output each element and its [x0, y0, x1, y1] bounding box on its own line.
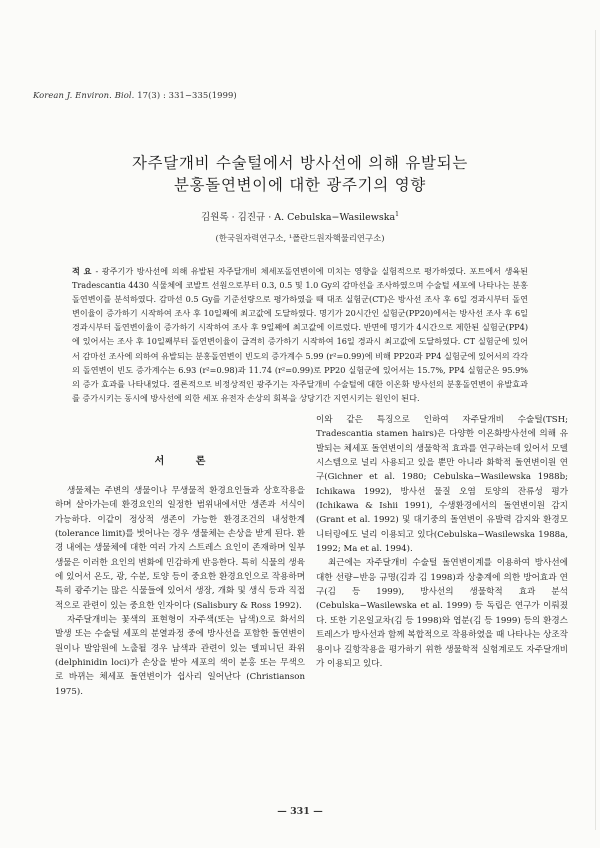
paper-title — [0, 152, 600, 196]
journal-name: Korean J. Environ. Biol. — [33, 90, 135, 100]
page-edge-line — [595, 30, 596, 830]
page-number: — 331 — — [277, 806, 323, 817]
author-list — [0, 209, 600, 223]
author-names: 김원록 · 김진규 · A. Cebulska−Wasilewska — [201, 212, 396, 223]
column-right — [316, 413, 568, 671]
intro-paragraph-1: 생물체는 주변의 생물이나 무생물적 환경요인들과 상호작용을 하며 살아가는데 환경요인의 일정한 범위내에서만 생존과 서식이 가능하다. 이같이 정상적 생존이 가능한 환경조건의 내성한계(tolerance limit)를 벗어나는 경우 생물체는 손상을 받게 된다. 환경 내에는 생물체에 대한 여러 가지 스트레스 요인이 존재하며 일부 생물은 이러한 요인의 변화에 민감하게 반응한다. 특히 식물의 생육에 있어서 온도, 광, 수분, 토양 등이 중요한 환경요인으로 작용하며 특히 광주기는 많은 식물들에 있어서 생장, 개화 및 생식 등과 직접적으로 관련이 있는 중요한 인자이다 (Salisbury & Ross 1992). — [55, 486, 305, 611]
abstract-text: - 광주기가 방사선에 의해 유발된 자주달개비 체세포돌연변이에 미치는 영향을 실험적으로 평가하였다. 포트에서 생육된 Tradescantia 4430 식물체에 코발트 선원으로부터 0.3, 0.5 및 1.0 Gy의 감마선을 조사하였으며 수술털 세포에 나타나는 분홍돌연변이를 분석하였다. 감마선 0.5 Gy를 기준선량으로 평가하였을 때 대조 실험군(CT)은 방사선 조사 후 6일 경과시부터 돌연변이율이 증가하기 시작하여 조사 후 10일째에 최고값에 도달하였다. 명기가 20시간인 실험군(PP20)에서는 방사선 조사 후 6일 경과시부터 돌연변이율이 증가하기 시작하여 조사 후 9일째에 최고값에 이르렀다. 반면에 명기가 4시간으로 제한된 실험군(PP4)에 있어서는 조사 후 10일째부터 돌연변이율이 급격히 증가하기 시작하여 16일 경과시 최고값에 도달하였다. CT 실험군에 있어서 감마선 조사에 의하여 유발되는 분홍돌연변이 빈도의 증가계수 5.99 (r²=0.99)에 비해 PP20과 PP4 실험군에 있어서의 각각의 돌연변이 빈도 증가계수는 6.93 (r²=0.98)과 11.74 (r²=0.99)로 PP20 실험군에 있어서는 15.7%, PP4 실험군은 95.9%의 증가 효과를 나타내었다. 결론적으로 비정상적인 광주기는 자주달개비 수술털에 대한 이온화 방사선의 분홍돌연변이 유발효과를 증가시키는 동시에 방사선에 의한 세포 유전자 손상의 회복을 상당기간 지연시키는 원인이 된다. — [72, 266, 528, 403]
author-affil-marker: 1 — [395, 210, 399, 218]
journal-citation — [33, 90, 237, 100]
intro-paragraph-2: 자주달개비는 꽃색의 표현형이 자주색(또는 남색)으로 화서의 발생 또는 수술털 세포의 분열과정 중에 방사선을 포함한 돌연변이원이나 발암원에 노출될 경우 남색과 관련이 있는 델피니딘 좌위(delphinidin loci)가 손상을 받아 세포의 색이 분홍 또는 무색으로 바뀌는 체세포 돌연변이가 쉽사리 일어난다 (Christianson 1975). — [55, 615, 305, 697]
abstract — [72, 264, 528, 405]
intro-paragraph-4: 최근에는 자주달개비 수술털 돌연변이계를 이용하여 방사선에 대한 선량−반응 규명(김과 김 1998)과 상충계에 의한 방어효과 연구(김 등 1999), 방사선의 생물학적 효과 분석(Cebulska−Wasilewska et al. 1999) 등 독립은 연구가 이뤄졌다. 또한 기온일교차(김 등 1998)와 엽분(김 등 1999) 등의 환경스트레스가 방사선과 함께 복합적으로 작용하였을 때 나타나는 상조작용이나 길항작용을 평가하기 위한 생물학적 실험계로도 자주달개비가 이용되고 있다. — [316, 558, 568, 669]
section-heading-introduction: 서 론 — [154, 456, 220, 467]
abstract-label: 적 요 — [72, 266, 92, 276]
intro-paragraph-3: 이와 같은 특징으로 인하여 자주달개비 수술털(TSH; Tradescantia stamen hairs)은 다양한 이온화방사선에 의해 유발되는 체세포 돌연변이의 생물학적 효과를 연구하는데 있어서 모델 시스템으로 널리 사용되고 있을 뿐만 아니라 화학적 돌연변이원 연구(Gichner et al. 1980; Cebulska−Wasilewska 1988b; Ichikawa 1992), 방사선 물질 오염 토양의 잔류성 평가(Ichikawa & Ishii 1991), 수생환경에서의 돌연변이원 감지(Grant et al. 1992) 및 대기중의 돌연변이 유발력 감지와 환경모니터링에도 널리 이용되고 있다(Cebulska−Wasilewska 1988a, 1992; Ma et al. 1994). — [316, 415, 568, 555]
column-left — [55, 455, 305, 699]
title-line-2: 분홍돌연변이에 대한 광주기의 영향 — [173, 176, 427, 194]
affiliation: (한국원자력연구소, ¹폴란드원자핵물리연구소) — [215, 233, 385, 243]
journal-volume-pages: 17(3) : 331−335(1999) — [137, 90, 237, 100]
title-line-1: 자주달개비 수술털에서 방사선에 의해 유발되는 — [131, 154, 469, 172]
